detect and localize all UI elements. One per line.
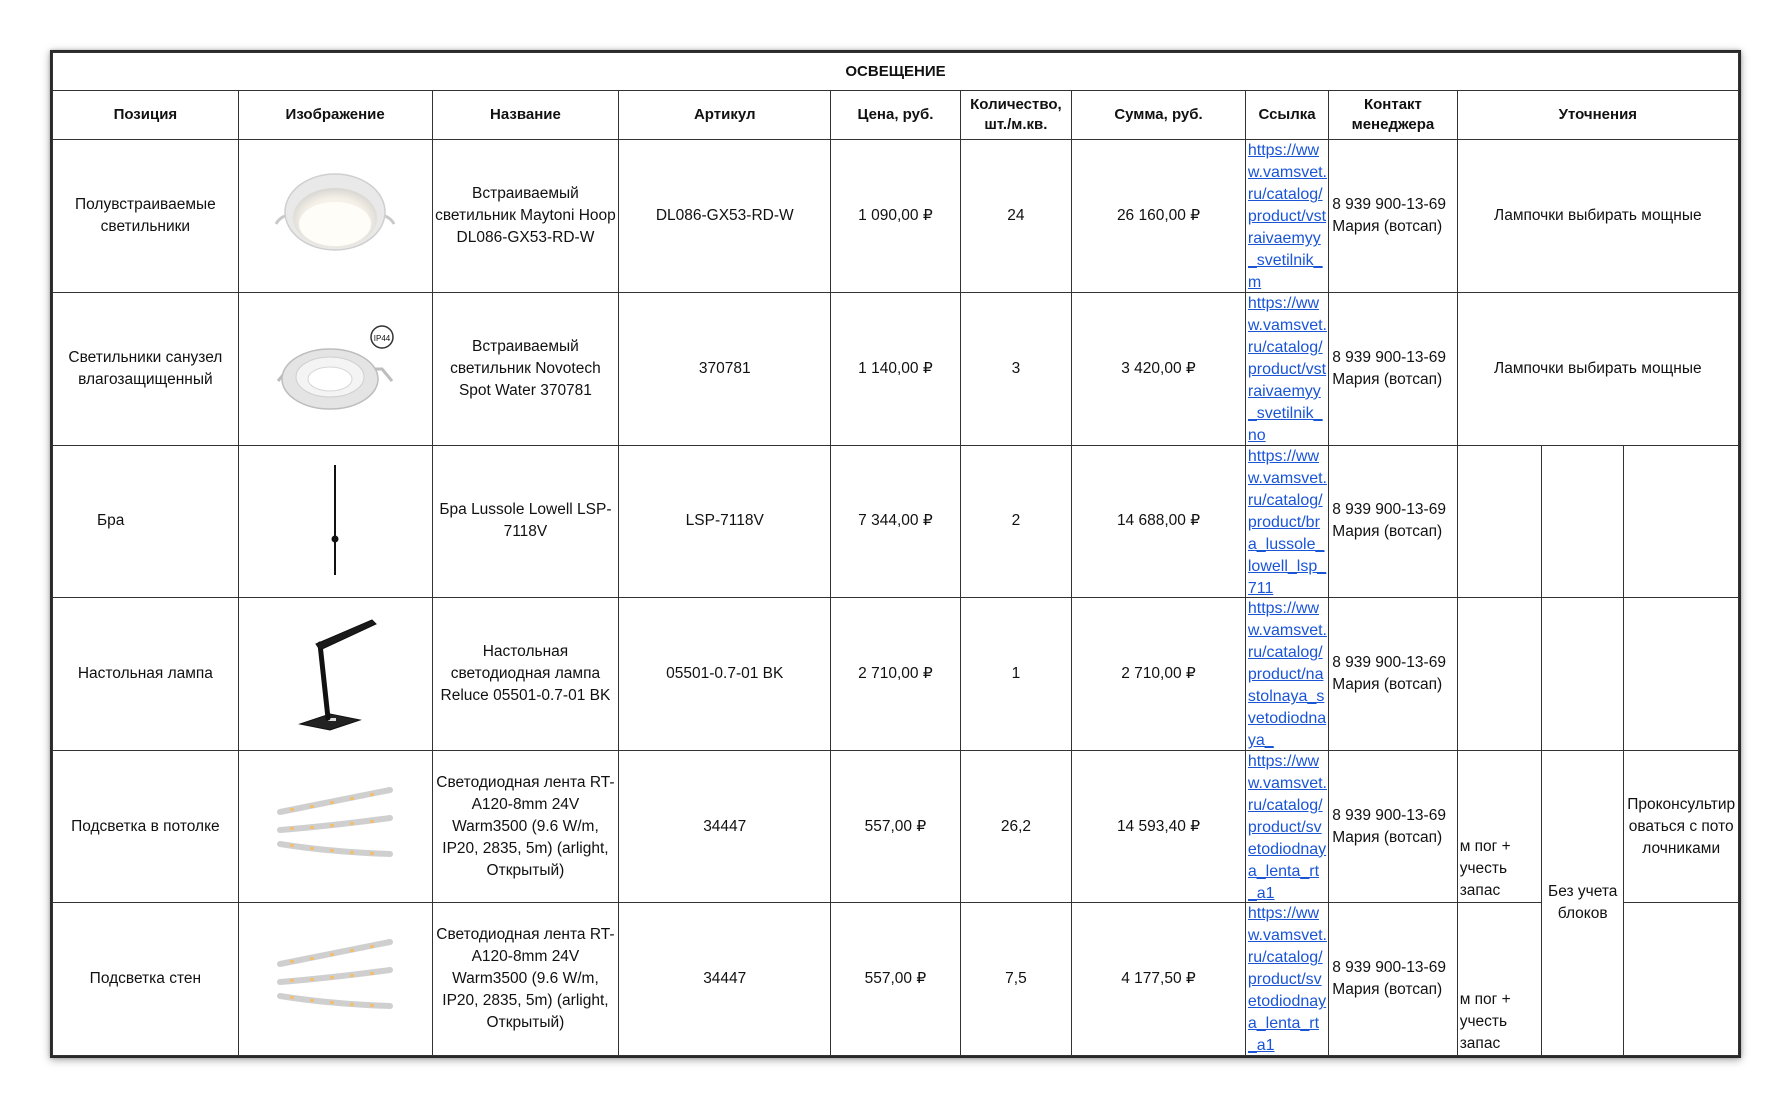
cell-contact	[1329, 292, 1458, 445]
cell-name: Светодиодная лента RT-A120-8mm 24V Warm3500 (9.6 W/m, IP20, 2835, 5m) (arlight, Открытый)	[432, 903, 619, 1056]
cell-note-empty	[1457, 445, 1541, 598]
cell-contact	[1329, 140, 1458, 293]
desk-lamp-icon	[280, 614, 390, 734]
table-row	[53, 903, 1739, 1056]
cell-article: 05501-0.7-01 BK	[619, 598, 831, 751]
contact-name: Мария (вотсап)	[1332, 675, 1443, 693]
cell-contact	[1329, 903, 1458, 1056]
cell-contact	[1329, 445, 1458, 598]
header-contact-line1: Контакт	[1363, 96, 1422, 114]
cell-link	[1245, 445, 1328, 598]
header-position: Позиция	[53, 91, 239, 140]
header-sum: Сумма, руб.	[1072, 91, 1246, 140]
cell-name: Бра Lussole Lowell LSP-7118V	[432, 445, 619, 598]
contact-name: Мария (вотсап)	[1332, 981, 1443, 999]
cell-article: 34447	[619, 903, 831, 1056]
cell-position: Полувстраиваемые светильники	[53, 140, 239, 293]
cell-quantity: 7,5	[960, 903, 1071, 1056]
header-notes: Уточнения	[1457, 91, 1738, 140]
cell-link	[1245, 598, 1328, 751]
cell-image	[238, 445, 432, 598]
cell-image	[238, 598, 432, 751]
product-link[interactable]: https://www.vamsvet.ru/catalog/product/vstraivaemyy_svetilnik_no	[1247, 294, 1327, 444]
cell-note: Лампочки выбирать мощные	[1457, 292, 1738, 445]
table-row	[53, 140, 1739, 293]
cell-article: DL086-GX53-RD-W	[619, 140, 831, 293]
cell-note-empty	[1624, 903, 1739, 1056]
product-link[interactable]: https://www.vamsvet.ru/catalog/product/svetodiodnaya_lenta_rt_a1	[1247, 752, 1327, 902]
cell-link	[1245, 750, 1328, 903]
led-strip-icon	[270, 782, 400, 872]
header-article: Артикул	[619, 91, 831, 140]
contact-phone: 8 939 900-13-69	[1332, 653, 1446, 671]
header-contact-line2: менеджера	[1351, 116, 1435, 134]
header-image: Изображение	[238, 91, 432, 140]
cell-sum: 3 420,00 ₽	[1072, 292, 1246, 445]
cell-note-empty	[1542, 445, 1624, 598]
table-row	[53, 445, 1739, 598]
contact-phone: 8 939 900-13-69	[1332, 196, 1446, 214]
cell-name: Встраиваемый светильник Maytoni Hoop DL086-GX53-RD-W	[432, 140, 619, 293]
cell-contact	[1329, 750, 1458, 903]
cell-price: 2 710,00 ₽	[831, 598, 961, 751]
cell-sum: 26 160,00 ₽	[1072, 140, 1246, 293]
cell-note-empty	[1457, 598, 1541, 751]
cell-price: 7 344,00 ₽	[831, 445, 961, 598]
cell-position: Бра	[53, 445, 239, 598]
contact-name: Мария (вотсап)	[1332, 370, 1443, 388]
cell-link	[1245, 903, 1328, 1056]
cell-article: LSP-7118V	[619, 445, 831, 598]
cell-image	[238, 292, 432, 445]
cell-image	[238, 140, 432, 293]
product-link[interactable]: https://www.vamsvet.ru/catalog/product/nastolnaya_svetodiodnaya_	[1247, 600, 1327, 750]
header-name: Название	[432, 91, 619, 140]
ip-badge-text: IP44	[373, 333, 391, 343]
product-link[interactable]: https://www.vamsvet.ru/catalog/product/svetodiodnaya_lenta_rt_a1	[1247, 905, 1327, 1055]
cell-note: Лампочки выбирать мощные	[1457, 140, 1738, 293]
table-title: ОСВЕЩЕНИЕ	[53, 53, 1739, 91]
cell-position: Подсветка в потолке	[53, 750, 239, 903]
led-strip-icon	[270, 934, 400, 1024]
table-row	[53, 598, 1739, 751]
cell-sum: 4 177,50 ₽	[1072, 903, 1246, 1056]
cell-note-empty	[1624, 598, 1739, 751]
cell-name: Настольная светодиодная лампа Reluce 05501-0.7-01 BK	[432, 598, 619, 751]
cell-note-consult: Проконсультироваться с потолочниками	[1624, 750, 1739, 903]
cell-name: Встраиваемый светильник Novotech Spot Water 370781	[432, 292, 619, 445]
contact-phone: 8 939 900-13-69	[1332, 348, 1446, 366]
cell-sum: 14 688,00 ₽	[1072, 445, 1246, 598]
recessed-round-light-icon	[270, 166, 400, 266]
cell-quantity: 24	[960, 140, 1071, 293]
cell-position: Настольная лампа	[53, 598, 239, 751]
cell-quantity: 2	[960, 445, 1071, 598]
header-price: Цена, руб.	[831, 91, 961, 140]
contact-phone: 8 939 900-13-69	[1332, 501, 1446, 519]
contact-phone: 8 939 900-13-69	[1332, 959, 1446, 977]
cell-price: 557,00 ₽	[831, 750, 961, 903]
header-link: Ссылка	[1245, 91, 1328, 140]
cell-note-empty	[1624, 445, 1739, 598]
cell-quantity: 1	[960, 598, 1071, 751]
product-link[interactable]: https://www.vamsvet.ru/catalog/product/vstraivaemyy_svetilnik_m	[1247, 142, 1327, 292]
table-row	[53, 292, 1739, 445]
cell-position: Светильники санузел влагозащищенный	[53, 292, 239, 445]
cell-link	[1245, 140, 1328, 293]
contact-phone: 8 939 900-13-69	[1332, 806, 1446, 824]
wall-sconce-icon	[315, 461, 355, 581]
cell-quantity: 3	[960, 292, 1071, 445]
table-row	[53, 750, 1739, 903]
cell-sum: 14 593,40 ₽	[1072, 750, 1246, 903]
recessed-waterproof-light-icon	[270, 319, 400, 419]
cell-image	[238, 903, 432, 1056]
spreadsheet-sheet	[50, 50, 1741, 1058]
contact-name: Мария (вотсап)	[1332, 523, 1443, 541]
product-link[interactable]: https://www.vamsvet.ru/catalog/product/bra_lussole_lowell_lsp_711	[1247, 447, 1327, 597]
cell-note-meters: м пог + учесть запас	[1457, 750, 1541, 903]
cell-sum: 2 710,00 ₽	[1072, 598, 1246, 751]
cell-price: 557,00 ₽	[831, 903, 961, 1056]
cell-note-empty	[1542, 598, 1624, 751]
cell-note-blocks: Без учета блоков	[1542, 750, 1624, 1055]
cell-link	[1245, 292, 1328, 445]
header-contact	[1329, 91, 1458, 140]
header-quantity-line1: Количество,	[970, 96, 1062, 114]
cell-article: 370781	[619, 292, 831, 445]
cell-image	[238, 750, 432, 903]
header-quantity-line2: шт./м.кв.	[984, 116, 1048, 134]
cell-price: 1 090,00 ₽	[831, 140, 961, 293]
header-quantity	[960, 91, 1071, 140]
cell-name: Светодиодная лента RT-A120-8mm 24V Warm3500 (9.6 W/m, IP20, 2835, 5m) (arlight, Открытый)	[432, 750, 619, 903]
contact-name: Мария (вотсап)	[1332, 218, 1443, 236]
cell-position: Подсветка стен	[53, 903, 239, 1056]
cell-quantity: 26,2	[960, 750, 1071, 903]
cell-article: 34447	[619, 750, 831, 903]
lighting-table	[52, 52, 1739, 1056]
cell-contact	[1329, 598, 1458, 751]
cell-note-meters: м пог + учесть запас	[1457, 903, 1541, 1056]
cell-price: 1 140,00 ₽	[831, 292, 961, 445]
contact-name: Мария (вотсап)	[1332, 828, 1443, 846]
